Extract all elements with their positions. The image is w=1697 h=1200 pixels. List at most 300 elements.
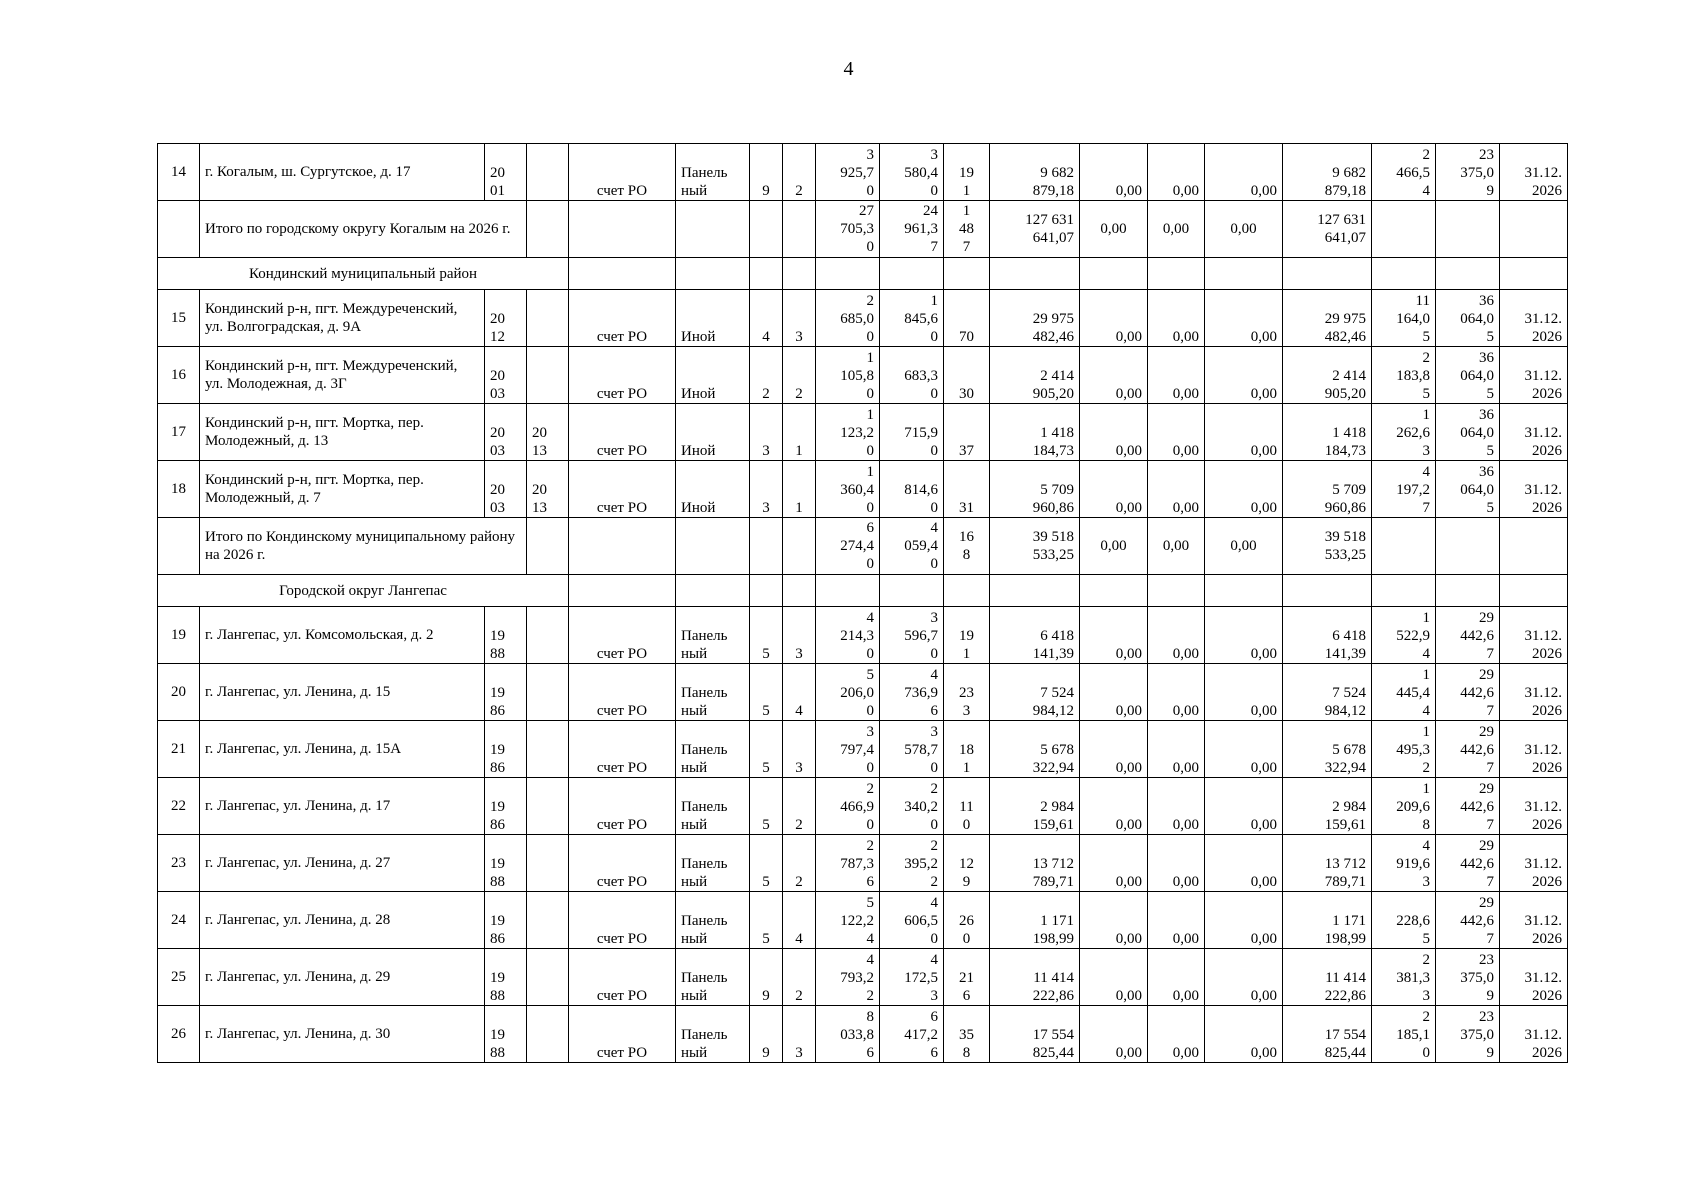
empty-cell xyxy=(1436,201,1500,258)
table-row xyxy=(158,778,1568,835)
empty-cell xyxy=(1372,575,1436,607)
local-budget-cell: 0,00 xyxy=(1205,949,1283,1006)
max-unit-cost-cell: 29 442,6 7 xyxy=(1436,778,1500,835)
empty-cell xyxy=(1500,575,1568,607)
deadline-cell: 31.12. 2026 xyxy=(1500,778,1568,835)
entrances-cell: 2 xyxy=(783,144,816,201)
living-area-cell: 4 059,4 0 xyxy=(880,518,944,575)
address-cell: г. Лангепас, ул. Ленина, д. 15А xyxy=(200,721,485,778)
table-row xyxy=(158,835,1568,892)
row-number: 24 xyxy=(158,892,200,949)
empty-cell xyxy=(569,258,676,290)
total-cost-cell: 29 975 482,46 xyxy=(990,290,1080,347)
living-area-cell: 24 961,3 7 xyxy=(880,201,944,258)
page-number: 4 xyxy=(843,58,854,80)
empty-cell xyxy=(1205,575,1283,607)
empty-cell xyxy=(158,201,200,258)
funding-method-cell: счет РО xyxy=(569,664,676,721)
total-area-cell: 2 466,9 0 xyxy=(816,778,880,835)
owners-funds-cell: 39 518 533,25 xyxy=(1283,518,1372,575)
empty-cell xyxy=(750,258,783,290)
empty-cell xyxy=(1372,201,1436,258)
row-number: 17 xyxy=(158,404,200,461)
total-area-cell: 5 122,2 4 xyxy=(816,892,880,949)
entrances-cell: 4 xyxy=(783,892,816,949)
fund-cell: 0,00 xyxy=(1080,892,1148,949)
year-built-cell: 19 88 xyxy=(485,949,527,1006)
local-budget-cell: 0,00 xyxy=(1205,404,1283,461)
empty-cell xyxy=(783,575,816,607)
subtotal-label: Итого по Кондинскому муниципальному району на 2026 г. xyxy=(200,518,527,575)
local-budget-cell: 0,00 xyxy=(1205,835,1283,892)
empty-cell xyxy=(944,258,990,290)
unit-cost-cell: 1 445,4 4 xyxy=(1372,664,1436,721)
address-cell: г. Лангепас, ул. Ленина, д. 29 xyxy=(200,949,485,1006)
empty-cell xyxy=(1080,258,1148,290)
max-unit-cost-cell: 23 375,0 9 xyxy=(1436,1006,1500,1063)
fund-cell: 0,00 xyxy=(1080,1006,1148,1063)
empty-cell xyxy=(750,575,783,607)
wall-material-cell: Панель ный xyxy=(676,607,750,664)
wall-material-cell: Панель ный xyxy=(676,721,750,778)
empty-cell xyxy=(1372,518,1436,575)
living-area-cell: 4 736,9 6 xyxy=(880,664,944,721)
deadline-cell: 31.12. 2026 xyxy=(1500,664,1568,721)
owners-funds-cell: 11 414 222,86 xyxy=(1283,949,1372,1006)
owners-funds-cell: 6 418 141,39 xyxy=(1283,607,1372,664)
local-budget-cell: 0,00 xyxy=(1205,518,1283,575)
empty-cell xyxy=(1500,518,1568,575)
row-number: 15 xyxy=(158,290,200,347)
unit-cost-cell: 2 183,8 5 xyxy=(1372,347,1436,404)
max-unit-cost-cell: 29 442,6 7 xyxy=(1436,721,1500,778)
living-area-cell: 4 172,5 3 xyxy=(880,949,944,1006)
unit-cost-cell: 4 197,2 7 xyxy=(1372,461,1436,518)
wall-material-cell: Панель ный xyxy=(676,144,750,201)
address-cell: г. Лангепас, ул. Ленина, д. 30 xyxy=(200,1006,485,1063)
living-area-cell: 2 395,2 2 xyxy=(880,835,944,892)
floors-cell: 9 xyxy=(750,1006,783,1063)
living-area-cell: 715,9 0 xyxy=(880,404,944,461)
table-row xyxy=(158,144,1568,201)
wall-material-cell: Панель ный xyxy=(676,778,750,835)
table-row xyxy=(158,461,1568,518)
residents-cell: 23 3 xyxy=(944,664,990,721)
local-budget-cell: 0,00 xyxy=(1205,607,1283,664)
floors-cell: 9 xyxy=(750,144,783,201)
residents-cell: 12 9 xyxy=(944,835,990,892)
residents-cell: 31 xyxy=(944,461,990,518)
floors-cell: 5 xyxy=(750,664,783,721)
empty-cell xyxy=(880,575,944,607)
residents-cell: 37 xyxy=(944,404,990,461)
local-budget-cell: 0,00 xyxy=(1205,892,1283,949)
floors-cell: 5 xyxy=(750,607,783,664)
year-renovated-cell xyxy=(527,144,569,201)
row-number: 16 xyxy=(158,347,200,404)
entrances-cell: 2 xyxy=(783,949,816,1006)
residents-cell: 19 1 xyxy=(944,607,990,664)
local-budget-cell: 0,00 xyxy=(1205,461,1283,518)
max-unit-cost-cell: 29 442,6 7 xyxy=(1436,892,1500,949)
local-budget-cell: 0,00 xyxy=(1205,721,1283,778)
wall-material-cell: Иной xyxy=(676,461,750,518)
empty-cell xyxy=(569,518,676,575)
year-built-cell: 20 03 xyxy=(485,347,527,404)
empty-cell xyxy=(1500,201,1568,258)
owners-funds-cell: 1 171 198,99 xyxy=(1283,892,1372,949)
total-cost-cell: 5 678 322,94 xyxy=(990,721,1080,778)
empty-cell xyxy=(676,258,750,290)
year-renovated-cell xyxy=(527,290,569,347)
entrances-cell: 1 xyxy=(783,404,816,461)
fund-cell: 0,00 xyxy=(1080,404,1148,461)
owners-funds-cell: 5 678 322,94 xyxy=(1283,721,1372,778)
entrances-cell: 3 xyxy=(783,1006,816,1063)
budget-cell: 0,00 xyxy=(1148,404,1205,461)
empty-cell xyxy=(676,518,750,575)
empty-cell xyxy=(1205,258,1283,290)
budget-cell: 0,00 xyxy=(1148,461,1205,518)
empty-cell xyxy=(783,201,816,258)
entrances-cell: 2 xyxy=(783,778,816,835)
table-row xyxy=(158,290,1568,347)
empty-cell xyxy=(1148,258,1205,290)
wall-material-cell: Иной xyxy=(676,290,750,347)
total-cost-cell: 9 682 879,18 xyxy=(990,144,1080,201)
entrances-cell: 2 xyxy=(783,835,816,892)
budget-cell: 0,00 xyxy=(1148,835,1205,892)
living-area-cell: 683,3 0 xyxy=(880,347,944,404)
living-area-cell: 6 417,2 6 xyxy=(880,1006,944,1063)
address-cell: Кондинский р-н, пгт. Междуреченский, ул. Волгоградская, д. 9А xyxy=(200,290,485,347)
floors-cell: 5 xyxy=(750,835,783,892)
total-area-cell: 2 787,3 6 xyxy=(816,835,880,892)
wall-material-cell: Панель ный xyxy=(676,835,750,892)
total-cost-cell: 5 709 960,86 xyxy=(990,461,1080,518)
deadline-cell: 31.12. 2026 xyxy=(1500,949,1568,1006)
unit-cost-cell: 2 185,1 0 xyxy=(1372,1006,1436,1063)
total-cost-cell: 2 984 159,61 xyxy=(990,778,1080,835)
living-area-cell: 3 580,4 0 xyxy=(880,144,944,201)
address-cell: г. Когалым, ш. Сургутское, д. 17 xyxy=(200,144,485,201)
floors-cell: 3 xyxy=(750,404,783,461)
year-renovated-cell: 20 13 xyxy=(527,404,569,461)
living-area-cell: 4 606,5 0 xyxy=(880,892,944,949)
address-cell: г. Лангепас, ул. Ленина, д. 28 xyxy=(200,892,485,949)
table-row xyxy=(158,1006,1568,1063)
owners-funds-cell: 29 975 482,46 xyxy=(1283,290,1372,347)
region-label: Кондинский муниципальный район xyxy=(158,258,569,290)
unit-cost-cell: 1 522,9 4 xyxy=(1372,607,1436,664)
funding-method-cell: счет РО xyxy=(569,290,676,347)
local-budget-cell: 0,00 xyxy=(1205,664,1283,721)
table-row xyxy=(158,664,1568,721)
row-number: 14 xyxy=(158,144,200,201)
deadline-cell: 31.12. 2026 xyxy=(1500,721,1568,778)
funding-method-cell: счет РО xyxy=(569,607,676,664)
year-renovated-cell xyxy=(527,721,569,778)
region-header-row xyxy=(158,575,1568,607)
residents-cell: 21 6 xyxy=(944,949,990,1006)
row-number: 23 xyxy=(158,835,200,892)
budget-cell: 0,00 xyxy=(1148,347,1205,404)
row-number: 22 xyxy=(158,778,200,835)
max-unit-cost-cell: 23 375,0 9 xyxy=(1436,949,1500,1006)
year-built-cell: 19 86 xyxy=(485,778,527,835)
deadline-cell: 31.12. 2026 xyxy=(1500,404,1568,461)
row-number: 20 xyxy=(158,664,200,721)
unit-cost-cell: 1 495,3 2 xyxy=(1372,721,1436,778)
local-budget-cell: 0,00 xyxy=(1205,290,1283,347)
year-built-cell: 19 88 xyxy=(485,1006,527,1063)
owners-funds-cell: 5 709 960,86 xyxy=(1283,461,1372,518)
year-built-cell: 20 01 xyxy=(485,144,527,201)
year-renovated-cell xyxy=(527,1006,569,1063)
funding-method-cell: счет РО xyxy=(569,892,676,949)
year-built-cell: 19 86 xyxy=(485,721,527,778)
empty-cell xyxy=(1436,258,1500,290)
total-cost-cell: 39 518 533,25 xyxy=(990,518,1080,575)
subtotal-row xyxy=(158,201,1568,258)
empty-cell xyxy=(783,258,816,290)
funding-method-cell: счет РО xyxy=(569,347,676,404)
deadline-cell: 31.12. 2026 xyxy=(1500,892,1568,949)
total-cost-cell: 2 414 905,20 xyxy=(990,347,1080,404)
entrances-cell: 3 xyxy=(783,607,816,664)
year-renovated-cell xyxy=(527,949,569,1006)
owners-funds-cell: 17 554 825,44 xyxy=(1283,1006,1372,1063)
local-budget-cell: 0,00 xyxy=(1205,201,1283,258)
empty-cell xyxy=(1372,258,1436,290)
empty-cell xyxy=(816,258,880,290)
row-number: 21 xyxy=(158,721,200,778)
owners-funds-cell: 2 984 159,61 xyxy=(1283,778,1372,835)
total-area-cell: 1 123,2 0 xyxy=(816,404,880,461)
max-unit-cost-cell: 36 064,0 5 xyxy=(1436,404,1500,461)
max-unit-cost-cell: 36 064,0 5 xyxy=(1436,461,1500,518)
unit-cost-cell: 4 919,6 3 xyxy=(1372,835,1436,892)
region-label: Городской округ Лангепас xyxy=(158,575,569,607)
entrances-cell: 3 xyxy=(783,290,816,347)
residents-cell: 26 0 xyxy=(944,892,990,949)
wall-material-cell: Панель ный xyxy=(676,892,750,949)
floors-cell: 9 xyxy=(750,949,783,1006)
subtotal-row xyxy=(158,518,1568,575)
local-budget-cell: 0,00 xyxy=(1205,1006,1283,1063)
year-built-cell: 20 03 xyxy=(485,404,527,461)
deadline-cell: 31.12. 2026 xyxy=(1500,144,1568,201)
row-number: 19 xyxy=(158,607,200,664)
empty-cell xyxy=(1283,575,1372,607)
owners-funds-cell: 13 712 789,71 xyxy=(1283,835,1372,892)
max-unit-cost-cell: 29 442,6 7 xyxy=(1436,607,1500,664)
owners-funds-cell: 127 631 641,07 xyxy=(1283,201,1372,258)
unit-cost-cell: 2 466,5 4 xyxy=(1372,144,1436,201)
max-unit-cost-cell: 29 442,6 7 xyxy=(1436,664,1500,721)
empty-cell xyxy=(750,518,783,575)
empty-cell xyxy=(783,518,816,575)
residents-cell: 70 xyxy=(944,290,990,347)
budget-cell: 0,00 xyxy=(1148,518,1205,575)
budget-cell: 0,00 xyxy=(1148,721,1205,778)
residents-cell: 18 1 xyxy=(944,721,990,778)
fund-cell: 0,00 xyxy=(1080,664,1148,721)
total-cost-cell: 13 712 789,71 xyxy=(990,835,1080,892)
living-area-cell: 3 578,7 0 xyxy=(880,721,944,778)
unit-cost-cell: 1 209,6 8 xyxy=(1372,778,1436,835)
empty-cell xyxy=(527,518,569,575)
subtotal-label: Итого по городскому округу Когалым на 2026 г. xyxy=(200,201,527,258)
fund-cell: 0,00 xyxy=(1080,721,1148,778)
year-renovated-cell xyxy=(527,347,569,404)
empty-cell xyxy=(750,201,783,258)
fund-cell: 0,00 xyxy=(1080,607,1148,664)
living-area-cell: 2 340,2 0 xyxy=(880,778,944,835)
unit-cost-cell: 11 164,0 5 xyxy=(1372,290,1436,347)
wall-material-cell: Панель ный xyxy=(676,949,750,1006)
residents-cell: 30 xyxy=(944,347,990,404)
deadline-cell: 31.12. 2026 xyxy=(1500,607,1568,664)
table-row xyxy=(158,404,1568,461)
empty-cell xyxy=(1436,575,1500,607)
owners-funds-cell: 9 682 879,18 xyxy=(1283,144,1372,201)
region-header-row xyxy=(158,258,1568,290)
empty-cell xyxy=(990,575,1080,607)
row-number: 18 xyxy=(158,461,200,518)
deadline-cell: 31.12. 2026 xyxy=(1500,461,1568,518)
owners-funds-cell: 7 524 984,12 xyxy=(1283,664,1372,721)
address-cell: г. Лангепас, ул. Ленина, д. 17 xyxy=(200,778,485,835)
max-unit-cost-cell: 29 442,6 7 xyxy=(1436,835,1500,892)
table-row xyxy=(158,721,1568,778)
floors-cell: 2 xyxy=(750,347,783,404)
row-number: 25 xyxy=(158,949,200,1006)
fund-cell: 0,00 xyxy=(1080,949,1148,1006)
residents-cell: 19 1 xyxy=(944,144,990,201)
total-area-cell: 3 925,7 0 xyxy=(816,144,880,201)
empty-cell xyxy=(676,575,750,607)
year-renovated-cell xyxy=(527,607,569,664)
total-area-cell: 8 033,8 6 xyxy=(816,1006,880,1063)
empty-cell xyxy=(569,201,676,258)
empty-cell xyxy=(1500,258,1568,290)
living-area-cell: 814,6 0 xyxy=(880,461,944,518)
address-cell: Кондинский р-н, пгт. Междуреченский, ул. Молодежная, д. 3Г xyxy=(200,347,485,404)
empty-cell xyxy=(880,258,944,290)
capital-repair-table xyxy=(157,143,1568,1063)
fund-cell: 0,00 xyxy=(1080,835,1148,892)
funding-method-cell: счет РО xyxy=(569,835,676,892)
total-cost-cell: 6 418 141,39 xyxy=(990,607,1080,664)
wall-material-cell: Панель ный xyxy=(676,664,750,721)
deadline-cell: 31.12. 2026 xyxy=(1500,1006,1568,1063)
total-cost-cell: 127 631 641,07 xyxy=(990,201,1080,258)
total-area-cell: 1 105,8 0 xyxy=(816,347,880,404)
floors-cell: 5 xyxy=(750,778,783,835)
residents-cell: 16 8 xyxy=(944,518,990,575)
residents-cell: 35 8 xyxy=(944,1006,990,1063)
unit-cost-cell: 1 262,6 3 xyxy=(1372,404,1436,461)
empty-cell xyxy=(158,518,200,575)
year-built-cell: 20 03 xyxy=(485,461,527,518)
fund-cell: 0,00 xyxy=(1080,201,1148,258)
empty-cell xyxy=(676,201,750,258)
fund-cell: 0,00 xyxy=(1080,778,1148,835)
floors-cell: 5 xyxy=(750,721,783,778)
local-budget-cell: 0,00 xyxy=(1205,778,1283,835)
total-area-cell: 3 797,4 0 xyxy=(816,721,880,778)
floors-cell: 4 xyxy=(750,290,783,347)
empty-cell xyxy=(1148,575,1205,607)
year-renovated-cell xyxy=(527,778,569,835)
address-cell: Кондинский р-н, пгт. Мортка, пер. Молодежный, д. 7 xyxy=(200,461,485,518)
year-renovated-cell xyxy=(527,892,569,949)
fund-cell: 0,00 xyxy=(1080,290,1148,347)
budget-cell: 0,00 xyxy=(1148,892,1205,949)
living-area-cell: 3 596,7 0 xyxy=(880,607,944,664)
empty-cell xyxy=(1283,258,1372,290)
row-number: 26 xyxy=(158,1006,200,1063)
residents-cell: 11 0 xyxy=(944,778,990,835)
funding-method-cell: счет РО xyxy=(569,404,676,461)
fund-cell: 0,00 xyxy=(1080,144,1148,201)
local-budget-cell: 0,00 xyxy=(1205,144,1283,201)
owners-funds-cell: 1 418 184,73 xyxy=(1283,404,1372,461)
empty-cell xyxy=(1436,518,1500,575)
total-cost-cell: 1 418 184,73 xyxy=(990,404,1080,461)
total-area-cell: 4 793,2 2 xyxy=(816,949,880,1006)
wall-material-cell: Иной xyxy=(676,404,750,461)
year-renovated-cell xyxy=(527,664,569,721)
total-area-cell: 4 214,3 0 xyxy=(816,607,880,664)
max-unit-cost-cell: 36 064,0 5 xyxy=(1436,290,1500,347)
funding-method-cell: счет РО xyxy=(569,461,676,518)
table-row xyxy=(158,892,1568,949)
residents-cell: 1 48 7 xyxy=(944,201,990,258)
budget-cell: 0,00 xyxy=(1148,949,1205,1006)
deadline-cell: 31.12. 2026 xyxy=(1500,290,1568,347)
year-built-cell: 19 88 xyxy=(485,835,527,892)
total-cost-cell: 11 414 222,86 xyxy=(990,949,1080,1006)
empty-cell xyxy=(527,201,569,258)
budget-cell: 0,00 xyxy=(1148,290,1205,347)
empty-cell xyxy=(1080,575,1148,607)
living-area-cell: 1 845,6 0 xyxy=(880,290,944,347)
total-area-cell: 27 705,3 0 xyxy=(816,201,880,258)
unit-cost-cell: 2 381,3 3 xyxy=(1372,949,1436,1006)
address-cell: г. Лангепас, ул. Комсомольская, д. 2 xyxy=(200,607,485,664)
funding-method-cell: счет РО xyxy=(569,144,676,201)
funding-method-cell: счет РО xyxy=(569,1006,676,1063)
year-built-cell: 19 86 xyxy=(485,664,527,721)
total-area-cell: 2 685,0 0 xyxy=(816,290,880,347)
total-area-cell: 1 360,4 0 xyxy=(816,461,880,518)
fund-cell: 0,00 xyxy=(1080,518,1148,575)
budget-cell: 0,00 xyxy=(1148,201,1205,258)
table-row xyxy=(158,347,1568,404)
floors-cell: 5 xyxy=(750,892,783,949)
unit-cost-cell: 228,6 5 xyxy=(1372,892,1436,949)
empty-cell xyxy=(944,575,990,607)
empty-cell xyxy=(816,575,880,607)
funding-method-cell: счет РО xyxy=(569,949,676,1006)
total-cost-cell: 1 171 198,99 xyxy=(990,892,1080,949)
funding-method-cell: счет РО xyxy=(569,778,676,835)
budget-cell: 0,00 xyxy=(1148,778,1205,835)
fund-cell: 0,00 xyxy=(1080,461,1148,518)
total-cost-cell: 17 554 825,44 xyxy=(990,1006,1080,1063)
